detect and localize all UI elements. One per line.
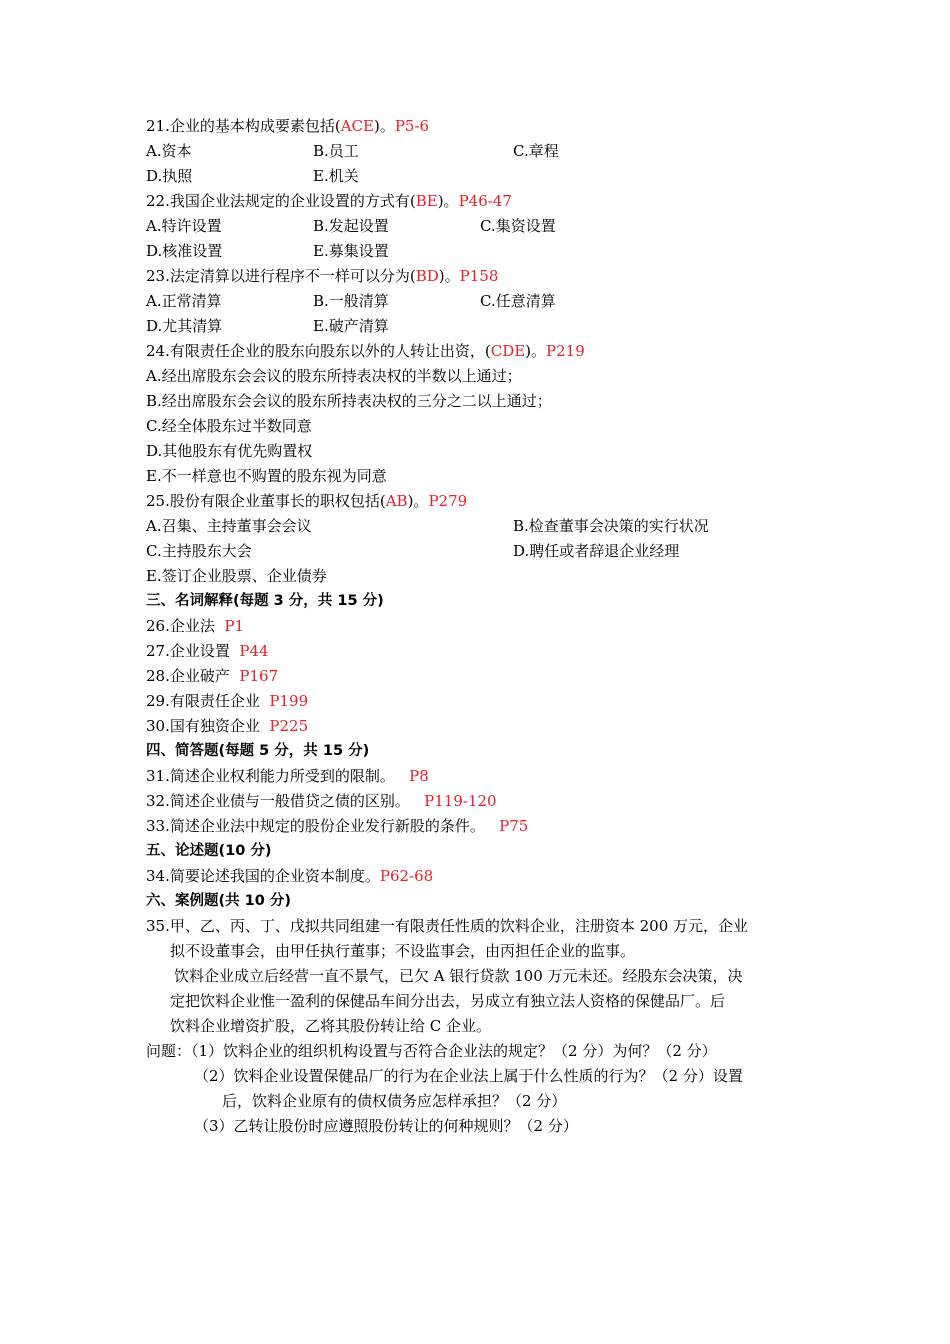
question-23 bbox=[146, 266, 498, 286]
question-text: 33.简述企业法中规定的股份企业发行新股的条件。 bbox=[146, 817, 485, 835]
case-text: 定把饮料企业惟一盈利的保健品车间分出去，另成立有独立法人资格的保健品厂。后 bbox=[170, 992, 726, 1010]
question-22 bbox=[146, 191, 512, 211]
option-e: E.签订企业股票、企业债券 bbox=[146, 567, 327, 585]
option-b: B.发起设置 bbox=[313, 217, 389, 235]
option-a: A.特许设置 bbox=[146, 217, 222, 235]
question-text: 32.简述企业债与一般借贷之债的区别。 bbox=[146, 792, 410, 810]
option-b: B.检查董事会决策的实行状况 bbox=[513, 517, 709, 535]
term-item bbox=[146, 641, 269, 661]
answer: AB bbox=[385, 492, 408, 510]
question-text: 21.企业的基本构成要素包括( bbox=[146, 117, 341, 135]
essay-question bbox=[146, 866, 433, 886]
option-d: D.核准设置 bbox=[146, 242, 223, 260]
short-question bbox=[146, 816, 528, 836]
question-text: 22.我国企业法规定的企业设置的方式有( bbox=[146, 192, 416, 210]
option-b: B.经出席股东会会议的股东所持表决权的三分之二以上通过； bbox=[146, 392, 552, 410]
section-heading: 三、名词解释(每题 3 分，共 15 分) bbox=[146, 593, 384, 609]
option-a: A.召集、主持董事会会议 bbox=[146, 517, 312, 535]
term-item bbox=[146, 666, 278, 686]
term-item bbox=[146, 691, 308, 711]
page-ref: P167 bbox=[239, 667, 279, 685]
option-e: E.不一样意也不购置的股东视为同意 bbox=[146, 467, 387, 485]
question-text: 34.简要论述我国的企业资本制度。 bbox=[146, 867, 380, 885]
question-24 bbox=[146, 341, 585, 361]
case-text: 饮料企业增资扩股，乙将其股份转让给 C 企业。 bbox=[170, 1017, 492, 1035]
option-e: E.募集设置 bbox=[313, 242, 389, 260]
option-d: D.尤其清算 bbox=[146, 317, 223, 335]
case-question: 后，饮料企业原有的债权债务应怎样承担？（2 分） bbox=[222, 1092, 567, 1110]
question-21 bbox=[146, 116, 429, 136]
question-text: 24.有限责任企业的股东向股东以外的人转让出资，( bbox=[146, 342, 491, 360]
page-ref: P119-120 bbox=[424, 792, 497, 810]
page-ref: P225 bbox=[269, 717, 309, 735]
question-close: )。 bbox=[438, 267, 460, 285]
option-d: D.聘任或者辞退企业经理 bbox=[513, 542, 680, 560]
answer: BE bbox=[415, 192, 438, 210]
question-close: )。 bbox=[437, 192, 459, 210]
question-text: 23.法定清算以进行程序不一样可以分为( bbox=[146, 267, 416, 285]
option-c: C.经全体股东过半数同意 bbox=[146, 417, 312, 435]
answer: ACE bbox=[340, 117, 374, 135]
option-a: A.资本 bbox=[146, 142, 192, 160]
answer: CDE bbox=[490, 342, 526, 360]
question-text: 25.股份有限企业董事长的职权包括( bbox=[146, 492, 386, 510]
question-close: )。 bbox=[373, 117, 395, 135]
option-e: E.机关 bbox=[313, 167, 359, 185]
option-a: A.正常清算 bbox=[146, 292, 222, 310]
option-c: C.主持股东大会 bbox=[146, 542, 252, 560]
term-text: 30.国有独资企业 bbox=[146, 717, 260, 735]
option-d: D.执照 bbox=[146, 167, 193, 185]
section-heading: 六、案例题(共 10 分) bbox=[146, 893, 292, 909]
term-text: 26.企业法 bbox=[146, 617, 215, 635]
page-ref: P158 bbox=[459, 267, 499, 285]
page-ref: P1 bbox=[224, 617, 245, 635]
answer: BD bbox=[415, 267, 439, 285]
page-ref: P46-47 bbox=[458, 192, 512, 210]
term-item bbox=[146, 716, 308, 736]
case-text: 35.甲、乙、丙、丁、戊拟共同组建一有限责任性质的饮料企业，注册资本 200 万元，企业 bbox=[146, 917, 749, 935]
short-question bbox=[146, 766, 429, 786]
term-text: 29.有限责任企业 bbox=[146, 692, 260, 710]
page-ref: P8 bbox=[409, 767, 429, 785]
page-ref: P199 bbox=[269, 692, 309, 710]
case-question: （3）乙转让股份时应遵照股份转让的何种规则？（2 分） bbox=[194, 1117, 578, 1135]
question-close: )。 bbox=[407, 492, 429, 510]
option-b: B.一般清算 bbox=[313, 292, 389, 310]
case-question: 问题：（1）饮料企业的组织机构设置与否符合企业法的规定？（2 分）为何？（2 分） bbox=[146, 1042, 717, 1060]
question-25 bbox=[146, 491, 467, 511]
case-question: （2）饮料企业设置保健品厂的行为在企业法上属于什么性质的行为？（2 分）设置 bbox=[194, 1067, 743, 1085]
term-text: 27.企业设置 bbox=[146, 642, 230, 660]
option-e: E.破产清算 bbox=[313, 317, 389, 335]
case-text: 拟不设董事会，由甲任执行董事；不设监事会，由丙担任企业的监事。 bbox=[170, 942, 636, 960]
question-text: 31.简述企业权利能力所受到的限制。 bbox=[146, 767, 395, 785]
section-heading: 五、论述题(10 分) bbox=[146, 843, 272, 859]
case-text: 饮料企业成立后经营一直不景气，已欠 A 银行贷款 100 万元未还。经股东会决策，决 bbox=[174, 967, 743, 985]
option-c: C.章程 bbox=[513, 142, 559, 160]
term-item bbox=[146, 616, 244, 636]
option-c: C.集资设置 bbox=[480, 217, 556, 235]
page-ref: P75 bbox=[499, 817, 529, 835]
option-b: B.员工 bbox=[313, 142, 359, 160]
short-question bbox=[146, 791, 497, 811]
page-ref: P44 bbox=[239, 642, 269, 660]
page-ref: P62-68 bbox=[379, 867, 434, 885]
page-ref: P279 bbox=[428, 492, 468, 510]
option-d: D.其他股东有优先购置权 bbox=[146, 442, 313, 460]
option-c: C.任意清算 bbox=[480, 292, 556, 310]
question-close: )。 bbox=[525, 342, 547, 360]
term-text: 28.企业破产 bbox=[146, 667, 230, 685]
page-ref: P5-6 bbox=[394, 117, 430, 135]
page-ref: P219 bbox=[546, 342, 585, 360]
option-a: A.经出席股东会会议的股东所持表决权的半数以上通过； bbox=[146, 367, 522, 385]
section-heading: 四、简答题(每题 5 分，共 15 分) bbox=[146, 743, 370, 759]
